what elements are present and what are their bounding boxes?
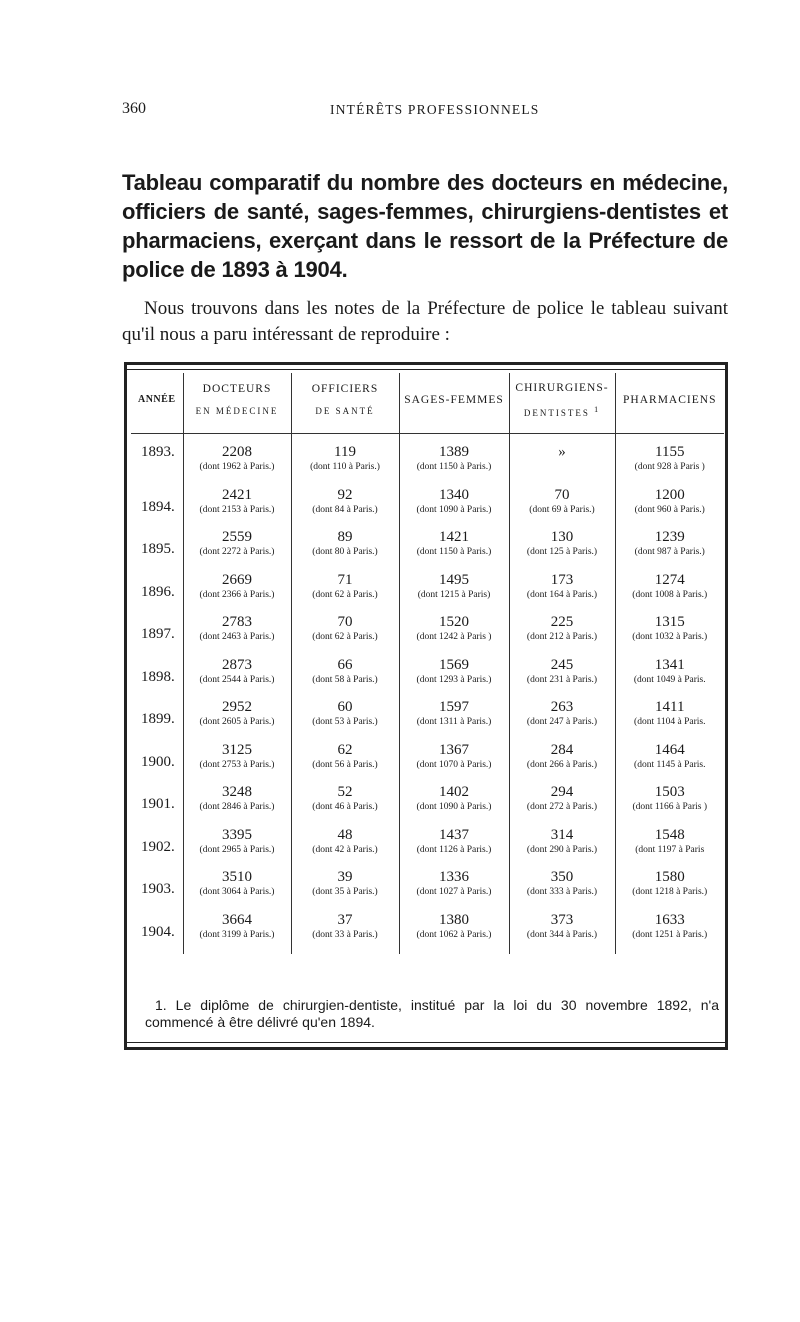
chirurgiens-total: 70 xyxy=(554,486,570,503)
pharmaciens-total: 1200 xyxy=(654,486,685,503)
table-row xyxy=(131,869,724,912)
pharmaciens-paris-count: (dont 987 à Paris.) xyxy=(634,547,705,557)
pharmaciens-total: 1155 xyxy=(655,444,685,460)
pharmaciens-paris-count: (dont 1008 à Paris.) xyxy=(632,589,708,600)
pharmaciens-total: 1411 xyxy=(655,699,685,715)
chirurgiens-paris-count: (dont 212 à Paris.) xyxy=(526,632,598,642)
docteurs-paris-count: (dont 3064 à Paris.) xyxy=(199,887,275,897)
year-cell: 1898. xyxy=(141,668,175,685)
pharmaciens-paris-count: (dont 1145 à Paris. xyxy=(634,759,706,770)
sages-femmes-total: 1569 xyxy=(439,656,469,673)
sages-femmes-total: 1597 xyxy=(439,699,469,715)
chirurgiens-paris-count: (dont 247 à Paris.) xyxy=(526,717,598,727)
year-cell: 1903. xyxy=(141,881,175,897)
docteurs-cell xyxy=(183,912,291,955)
docteurs-cell xyxy=(183,742,291,785)
pharmaciens-total: 1580 xyxy=(654,869,685,885)
officiers-total: 66 xyxy=(337,656,353,673)
sages-femmes-paris-count: (dont 1150 à Paris.) xyxy=(416,547,492,557)
footnote-text: 1. Le diplôme de chirurgien-dentiste, institué par la loi du 30 novembre 1892, n'a commencé à être délivré qu'en 1894. xyxy=(145,997,719,1030)
pharmaciens-paris-count: (dont 928 à Paris ) xyxy=(634,462,705,472)
docteurs-total: 2783 xyxy=(222,614,252,630)
chirurgiens-cell xyxy=(509,742,615,785)
officiers-paris-count: (dont 58 à Paris.) xyxy=(312,674,378,685)
docteurs-paris-count: (dont 2272 à Paris.) xyxy=(199,547,275,557)
table-row xyxy=(131,827,724,870)
officiers-paris-count: (dont 42 à Paris.) xyxy=(312,844,378,855)
chirurgiens-total: 245 xyxy=(550,656,574,673)
chirurgiens-cell xyxy=(509,912,615,955)
header-chirurgiens-label: CHIRURGIENS- xyxy=(515,381,609,394)
chirurgiens-paris-count: (dont 164 à Paris.) xyxy=(526,589,598,600)
officiers-cell xyxy=(291,657,399,700)
chirurgiens-total: 373 xyxy=(550,911,574,928)
table-row xyxy=(131,487,724,530)
header-officiers-label: OFFICIERS xyxy=(311,383,379,395)
officiers-cell xyxy=(291,784,399,827)
docteurs-total: 3248 xyxy=(222,784,252,800)
year-cell: 1900. xyxy=(141,753,175,770)
footnote xyxy=(145,997,719,1031)
chirurgiens-paris-count: (dont 272 à Paris.) xyxy=(526,802,598,812)
sages-femmes-cell xyxy=(399,742,509,785)
chirurgiens-total: 130 xyxy=(550,529,574,545)
header-docteurs-label: DOCTEURS xyxy=(202,383,272,395)
docteurs-cell xyxy=(183,572,291,615)
pharmaciens-total: 1464 xyxy=(654,741,685,758)
pharmaciens-cell xyxy=(615,699,724,742)
header-pharmaciens: PHARMACIENS xyxy=(615,373,724,434)
sages-femmes-total: 1389 xyxy=(439,444,469,460)
docteurs-total: 2952 xyxy=(222,699,252,715)
sages-femmes-cell xyxy=(399,699,509,742)
table-row xyxy=(131,912,724,955)
year-cell: 1895. xyxy=(141,541,175,557)
sages-femmes-paris-count: (dont 1090 à Paris.) xyxy=(416,802,492,812)
sages-femmes-cell xyxy=(399,529,509,572)
docteurs-total: 3664 xyxy=(222,911,252,928)
chirurgiens-cell xyxy=(509,529,615,572)
pharmaciens-paris-count: (dont 1032 à Paris.) xyxy=(632,632,708,642)
officiers-total: 70 xyxy=(337,614,353,630)
docteurs-paris-count: (dont 2753 à Paris.) xyxy=(199,759,275,770)
chirurgiens-total: 173 xyxy=(550,571,574,588)
pharmaciens-paris-count: (dont 1166 à Paris ) xyxy=(632,802,708,812)
chirurgiens-paris-count: (dont 344 à Paris.) xyxy=(526,929,598,940)
sages-femmes-total: 1367 xyxy=(439,741,469,758)
pharmaciens-cell xyxy=(615,614,724,657)
docteurs-total: 3510 xyxy=(222,869,252,885)
officiers-paris-count: (dont 35 à Paris.) xyxy=(312,887,378,897)
chirurgiens-cell xyxy=(509,487,615,530)
pharmaciens-paris-count: (dont 1218 à Paris.) xyxy=(632,887,708,897)
officiers-cell xyxy=(291,699,399,742)
officiers-cell xyxy=(291,614,399,657)
chirurgiens-total: 314 xyxy=(550,826,574,843)
sages-femmes-paris-count: (dont 1062 à Paris.) xyxy=(416,929,492,940)
pharmaciens-paris-count: (dont 960 à Paris.) xyxy=(634,504,705,515)
pharmaciens-cell xyxy=(615,827,724,870)
officiers-total: 71 xyxy=(337,571,353,588)
docteurs-cell xyxy=(183,869,291,912)
chirurgiens-cell xyxy=(509,827,615,870)
officiers-cell xyxy=(291,572,399,615)
chirurgiens-total: 263 xyxy=(550,699,574,715)
docteurs-cell xyxy=(183,529,291,572)
header-officiers xyxy=(291,373,399,434)
chirurgiens-cell xyxy=(509,869,615,912)
docteurs-total: 2208 xyxy=(222,444,252,460)
sages-femmes-total: 1437 xyxy=(439,826,469,843)
sages-femmes-cell xyxy=(399,434,509,487)
table-row xyxy=(131,657,724,700)
intro-paragraph: Nous trouvons dans les notes de la Préfecture de police le tableau suivant qu'il nous a paru intéressant de reproduire : xyxy=(122,298,728,345)
chirurgiens-total: » xyxy=(558,444,566,460)
section-title: Tableau comparatif du nombre des docteurs en médecine, officiers de santé, sages-femmes, chirurgiens-dentistes et pharmaciens, exerçant dans le ressort de la Préfecture de police de 1893 à 1904. xyxy=(122,170,728,282)
officiers-paris-count: (dont 62 à Paris.) xyxy=(312,632,378,642)
officiers-paris-count: (dont 56 à Paris.) xyxy=(312,759,378,770)
sages-femmes-total: 1495 xyxy=(439,571,469,588)
sages-femmes-paris-count: (dont 1027 à Paris.) xyxy=(416,887,492,897)
chirurgiens-paris-count: (dont 69 à Paris.) xyxy=(529,504,595,515)
sages-femmes-cell xyxy=(399,784,509,827)
pharmaciens-total: 1548 xyxy=(654,826,685,843)
pharmaciens-total: 1274 xyxy=(654,571,685,588)
docteurs-paris-count: (dont 2544 à Paris.) xyxy=(199,674,275,685)
sages-femmes-paris-count: (dont 1215 à Paris) xyxy=(417,589,491,600)
docteurs-total: 2559 xyxy=(222,529,252,545)
year-cell: 1901. xyxy=(141,796,175,812)
pharmaciens-cell xyxy=(615,434,724,487)
year-cell: 1899. xyxy=(141,711,175,727)
officiers-paris-count: (dont 80 à Paris.) xyxy=(312,547,378,557)
header-chirurgiens-sub-label: DENTISTES xyxy=(523,407,590,418)
sages-femmes-paris-count: (dont 1070 à Paris.) xyxy=(416,759,492,770)
docteurs-paris-count: (dont 2366 à Paris.) xyxy=(199,589,275,600)
pharmaciens-cell xyxy=(615,912,724,955)
pharmaciens-cell xyxy=(615,529,724,572)
docteurs-paris-count: (dont 3199 à Paris.) xyxy=(199,929,275,940)
chirurgiens-paris-count: (dont 333 à Paris.) xyxy=(526,887,598,897)
sages-femmes-paris-count: (dont 1311 à Paris.) xyxy=(416,717,492,727)
docteurs-paris-count: (dont 2463 à Paris.) xyxy=(199,632,275,642)
pharmaciens-total: 1315 xyxy=(654,614,685,630)
officiers-total: 39 xyxy=(337,869,353,885)
officiers-cell xyxy=(291,487,399,530)
table-row xyxy=(131,572,724,615)
pharmaciens-total: 1503 xyxy=(654,784,685,800)
year-cell: 1894. xyxy=(141,498,175,515)
header-annee: ANNÉE xyxy=(131,373,183,434)
docteurs-cell xyxy=(183,614,291,657)
statistics-table xyxy=(131,373,724,954)
chirurgiens-cell xyxy=(509,572,615,615)
table-body xyxy=(131,434,724,955)
chirurgiens-total: 294 xyxy=(550,784,574,800)
docteurs-total: 3395 xyxy=(222,826,252,843)
docteurs-cell xyxy=(183,657,291,700)
table-row xyxy=(131,434,724,487)
officiers-total: 89 xyxy=(337,529,353,545)
sages-femmes-paris-count: (dont 1293 à Paris.) xyxy=(416,674,492,685)
header-chirurgiens xyxy=(509,373,615,434)
table-row xyxy=(131,742,724,785)
docteurs-paris-count: (dont 1962 à Paris.) xyxy=(199,462,275,472)
officiers-cell xyxy=(291,529,399,572)
pharmaciens-cell xyxy=(615,657,724,700)
officiers-total: 62 xyxy=(337,741,353,758)
officiers-cell xyxy=(291,827,399,870)
sages-femmes-total: 1340 xyxy=(439,486,469,503)
pharmaciens-paris-count: (dont 1197 à Paris xyxy=(635,844,705,855)
sages-femmes-cell xyxy=(399,572,509,615)
officiers-paris-count: (dont 62 à Paris.) xyxy=(312,589,378,600)
docteurs-cell xyxy=(183,784,291,827)
sages-femmes-total: 1520 xyxy=(439,614,469,630)
sages-femmes-total: 1336 xyxy=(439,869,469,885)
pharmaciens-cell xyxy=(615,784,724,827)
chirurgiens-paris-count: (dont 125 à Paris.) xyxy=(526,547,598,557)
docteurs-total: 3125 xyxy=(222,741,252,758)
pharmaciens-cell xyxy=(615,487,724,530)
page-number: 360 xyxy=(122,100,146,117)
officiers-paris-count: (dont 46 à Paris.) xyxy=(312,802,378,812)
officiers-total: 37 xyxy=(337,911,353,928)
sages-femmes-cell xyxy=(399,912,509,955)
sages-femmes-paris-count: (dont 1242 à Paris ) xyxy=(416,632,492,642)
chirurgiens-cell xyxy=(509,784,615,827)
pharmaciens-paris-count: (dont 1049 à Paris. xyxy=(633,674,706,685)
officiers-total: 60 xyxy=(337,699,353,715)
chirurgiens-paris-count: (dont 290 à Paris.) xyxy=(526,844,598,855)
pharmaciens-total: 1633 xyxy=(654,911,685,928)
chirurgiens-total: 284 xyxy=(550,741,574,758)
year-cell: 1902. xyxy=(141,838,175,855)
running-title: INTÉRÊTS PROFESSIONNELS xyxy=(330,102,540,117)
officiers-total: 119 xyxy=(334,444,356,460)
docteurs-paris-count: (dont 2605 à Paris.) xyxy=(199,717,275,727)
officiers-cell xyxy=(291,434,399,487)
docteurs-cell xyxy=(183,487,291,530)
officiers-paris-count: (dont 84 à Paris.) xyxy=(312,504,378,515)
chirurgiens-total: 225 xyxy=(550,614,574,630)
sages-femmes-cell xyxy=(399,827,509,870)
table-row xyxy=(131,529,724,572)
officiers-cell xyxy=(291,742,399,785)
docteurs-total: 2421 xyxy=(222,486,252,503)
table-row xyxy=(131,699,724,742)
docteurs-cell xyxy=(183,827,291,870)
pharmaciens-cell xyxy=(615,572,724,615)
pharmaciens-total: 1239 xyxy=(654,529,685,545)
sages-femmes-total: 1402 xyxy=(439,784,469,800)
chirurgiens-paris-count: (dont 266 à Paris.) xyxy=(526,759,598,770)
pharmaciens-total: 1341 xyxy=(654,656,685,673)
sages-femmes-paris-count: (dont 1150 à Paris.) xyxy=(416,462,492,472)
chirurgiens-cell xyxy=(509,657,615,700)
officiers-total: 48 xyxy=(337,826,353,843)
chirurgiens-paris-count: (dont 231 à Paris.) xyxy=(526,674,598,685)
year-cell: 1896. xyxy=(141,583,175,600)
docteurs-cell xyxy=(183,434,291,487)
officiers-paris-count: (dont 53 à Paris.) xyxy=(312,717,378,727)
chirurgiens-total: 350 xyxy=(550,869,574,885)
table-row xyxy=(131,784,724,827)
header-docteurs xyxy=(183,373,291,434)
pharmaciens-cell xyxy=(615,742,724,785)
sages-femmes-cell xyxy=(399,657,509,700)
header-chirurgiens-sub xyxy=(510,403,615,420)
header-docteurs-sub: EN MÉDECINE xyxy=(195,406,279,416)
statistics-table-frame xyxy=(124,362,728,1050)
pharmaciens-paris-count: (dont 1251 à Paris.) xyxy=(632,929,708,940)
docteurs-paris-count: (dont 2965 à Paris.) xyxy=(199,844,275,855)
running-head xyxy=(0,100,800,120)
docteurs-total: 2669 xyxy=(222,571,252,588)
footnote-mark: 1 xyxy=(594,404,601,414)
officiers-cell xyxy=(291,912,399,955)
year-cell: 1897. xyxy=(141,626,175,642)
docteurs-total: 2873 xyxy=(222,656,252,673)
officiers-cell xyxy=(291,869,399,912)
table-header-row xyxy=(131,373,724,434)
header-sages-femmes: SAGES-FEMMES xyxy=(399,373,509,434)
officiers-total: 52 xyxy=(337,784,353,800)
docteurs-paris-count: (dont 2153 à Paris.) xyxy=(199,504,275,515)
officiers-paris-count: (dont 33 à Paris.) xyxy=(312,929,378,940)
sages-femmes-paris-count: (dont 1090 à Paris.) xyxy=(416,504,492,515)
sages-femmes-cell xyxy=(399,869,509,912)
year-cell: 1904. xyxy=(141,923,175,940)
year-cell: 1893. xyxy=(141,444,175,460)
chirurgiens-cell xyxy=(509,699,615,742)
officiers-total: 92 xyxy=(337,486,353,503)
pharmaciens-cell xyxy=(615,869,724,912)
sages-femmes-paris-count: (dont 1126 à Paris.) xyxy=(416,844,492,855)
sages-femmes-cell xyxy=(399,487,509,530)
pharmaciens-paris-count: (dont 1104 à Paris. xyxy=(634,717,706,727)
chirurgiens-cell xyxy=(509,434,615,487)
officiers-paris-count: (dont 110 à Paris.) xyxy=(310,462,380,472)
sages-femmes-total: 1380 xyxy=(439,911,469,928)
docteurs-paris-count: (dont 2846 à Paris.) xyxy=(199,802,275,812)
header-officiers-sub: DE SANTÉ xyxy=(315,406,375,416)
table-row xyxy=(131,614,724,657)
sages-femmes-cell xyxy=(399,614,509,657)
chirurgiens-cell xyxy=(509,614,615,657)
sages-femmes-total: 1421 xyxy=(439,529,469,545)
docteurs-cell xyxy=(183,699,291,742)
